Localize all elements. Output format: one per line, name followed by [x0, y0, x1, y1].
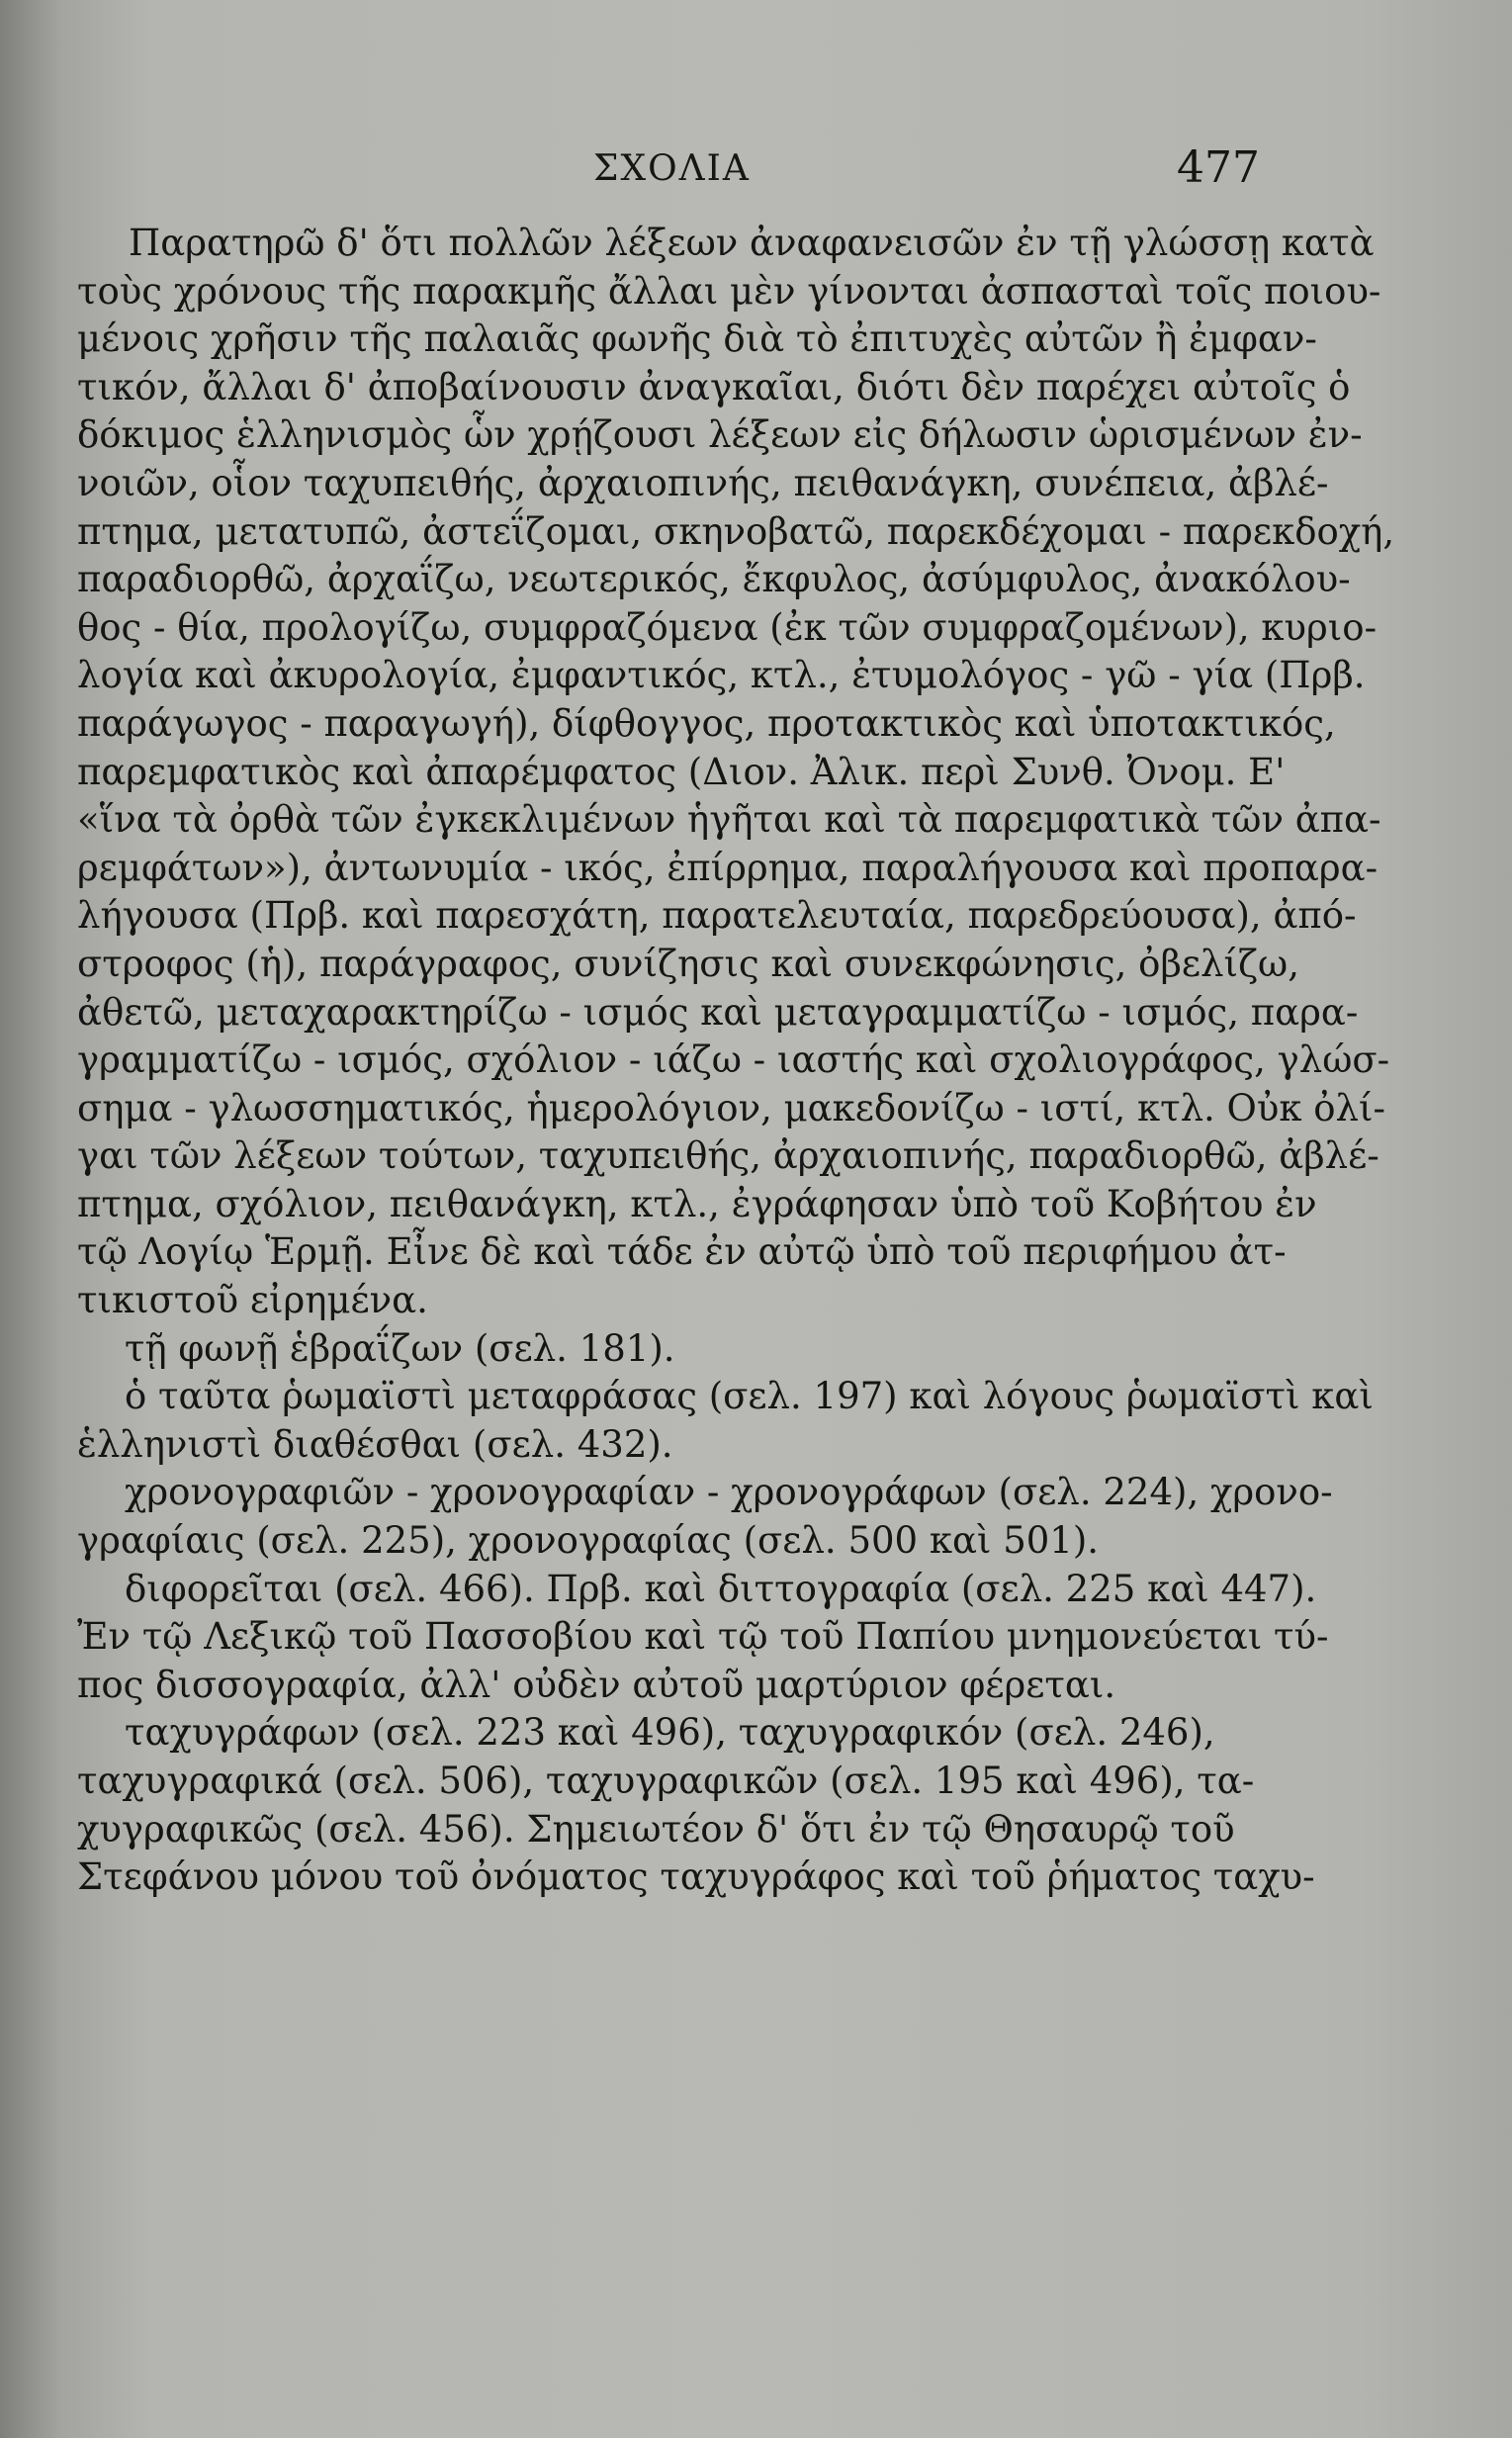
text-line: διφορεῖται (σελ. 466). Πρβ. καὶ διττογραφία (σελ. 225 καὶ 447).: [125, 1567, 1317, 1610]
text-line: νοιῶν, οἷον ταχυπειθής, ἀρχαιοπινής, πειθανάγκη, συνέπεια, ἀβλέ-: [77, 461, 1329, 504]
text-line: γαι τῶν λέξεων τούτων, ταχυπειθής, ἀρχαιοπινής, παραδιορθῶ, ἀβλέ-: [77, 1134, 1379, 1178]
text-line: γραφίαις (σελ. 225), χρονογραφίας (σελ. 500 καὶ 501).: [77, 1519, 1100, 1563]
text-line: μένοις χρῆσιν τῆς παλαιᾶς φωνῆς διὰ τὸ ἐπιτυχὲς αὐτῶν ἢ ἐμφαν-: [77, 317, 1317, 361]
text-line: παράγωγος - παραγωγή), δίφθογγος, προτακτικὸς καὶ ὑποτακτικός,: [77, 701, 1336, 745]
text-line: ταχυγραφικά (σελ. 506), ταχυγραφικῶν (σελ. 195 καὶ 496), τα-: [77, 1760, 1255, 1802]
text-line: τικόν, ἄλλαι δ' ἀποβαίνουσιν ἀναγκαῖαι, διότι δὲν παρέχει αὐτοῖς ὁ: [77, 365, 1351, 408]
text-line: σημα - γλωσσηματικός, ἡμερολόγιον, μακεδονίζω - ιστί, κτλ. Οὐκ ὀλί-: [77, 1086, 1386, 1129]
text-line: πτημα, μετατυπῶ, ἀστεΐζομαι, σκηνοβατῶ, παρεκδέχομαι - παρεκδοχή,: [77, 509, 1395, 553]
text-line: παραδιορθῶ, ἀρχαΐζω, νεωτερικός, ἔκφυλος, ἀσύμφυλος, ἀνακόλου-: [77, 558, 1351, 601]
text-line: γραμματίζω - ισμός, σχόλιον - ιάζω - ιαστής καὶ σχολιογράφος, γλώσ-: [77, 1038, 1390, 1082]
text-line: χρονογραφιῶν - χρονογραφίαν - χρονογράφων (σελ. 224), χρονο-: [125, 1471, 1333, 1514]
text-line: Ἐν τῷ Λεξικῷ τοῦ Πασσοβίου καὶ τῷ τοῦ Παπίου μνημονεύεται τύ-: [77, 1615, 1329, 1659]
text-line: ὁ ταῦτα ῥωμαϊστὶ μεταφράσας (σελ. 197) καὶ λόγους ῥωμαϊστὶ καὶ: [125, 1375, 1374, 1418]
text-line: χυγραφικῶς (σελ. 456). Σημειωτέον δ' ὅτι ἐν τῷ Θησαυρῷ τοῦ: [77, 1807, 1235, 1851]
text-line: ταχυγράφων (σελ. 223 καὶ 496), ταχυγραφικόν (σελ. 246),: [125, 1711, 1215, 1755]
text-line: Παρατηρῶ δ' ὅτι πολλῶν λέξεων ἀναφανεισῶν ἐν τῇ γλώσσῃ κατὰ: [129, 222, 1375, 264]
text-line: ἑλληνιστὶ διαθέσθαι (σελ. 432).: [77, 1422, 673, 1466]
text-line: δόκιμος ἑλληνισμὸς ὧν χρῄζουσι λέξεων εἰς δήλωσιν ὡρισμένων ἐν-: [77, 413, 1363, 457]
text-line: τῷ Λογίῳ Ἑρμῇ. Εἶνε δὲ καὶ τάδε ἐν αὐτῷ ὑπὸ τοῦ περιφήμου ἀτ-: [77, 1230, 1287, 1274]
running-header: [0, 142, 1512, 198]
running-title: ΣΧΟΛΙΑ: [593, 148, 751, 189]
text-line: Στεφάνου μόνου τοῦ ὀνόματος ταχυγράφος καὶ τοῦ ῥήματος ταχυ-: [77, 1855, 1315, 1899]
text-line: θος - θία, προλογίζω, συμφραζόμενα (ἐκ τῶν συμφραζομένων), κυριο-: [77, 605, 1378, 649]
page-number: 477: [1177, 142, 1260, 193]
text-line: πος δισσογραφία, ἀλλ' οὐδὲν αὐτοῦ μαρτύριον φέρεται.: [77, 1663, 1116, 1706]
text-body: [77, 220, 1395, 1902]
text-line: στροφος (ἡ), παράγραφος, συνίζησις καὶ συνεκφώνησις, ὀβελίζω,: [77, 942, 1299, 985]
text-line: ἀθετῶ, μεταχαρακτηρίζω - ισμός καὶ μεταγραμματίζω - ισμός, παρα-: [77, 990, 1359, 1034]
text-line: «ἵνα τὰ ὀρθὰ τῶν ἐγκεκλιμένων ἡγῆται καὶ τὰ παρεμφατικὰ τῶν ἀπα-: [77, 798, 1381, 842]
text-line: τικιστοῦ εἰρημένα.: [77, 1279, 428, 1322]
text-line: λογία καὶ ἀκυρολογία, ἐμφαντικός, κτλ., ἐτυμολόγος - γῶ - γία (Πρβ.: [77, 654, 1366, 697]
text-line: πτημα, σχόλιον, πειθανάγκη, κτλ., ἐγράφησαν ὑπὸ τοῦ Κοβήτου ἐν: [77, 1182, 1317, 1225]
text-line: τοὺς χρόνους τῆς παρακμῆς ἄλλαι μὲν γίνονται ἀσπασταὶ τοῖς ποιου-: [77, 269, 1381, 313]
text-line: λήγουσα (Πρβ. καὶ παρεσχάτη, παρατελευταία, παρεδρεύουσα), ἀπό-: [77, 894, 1357, 938]
text-line: τῇ φωνῇ ἑβραΐζων (σελ. 181).: [125, 1326, 675, 1370]
text-line: ρεμφάτων»), ἀντωνυμία - ικός, ἐπίρρημα, παραλήγουσα καὶ προπαρα-: [77, 846, 1379, 889]
text-line: παρεμφατικὸς καὶ ἀπαρέμφατος (Διον. Ἀλικ. περὶ Συνθ. Ὀνομ. Ε': [77, 750, 1286, 793]
